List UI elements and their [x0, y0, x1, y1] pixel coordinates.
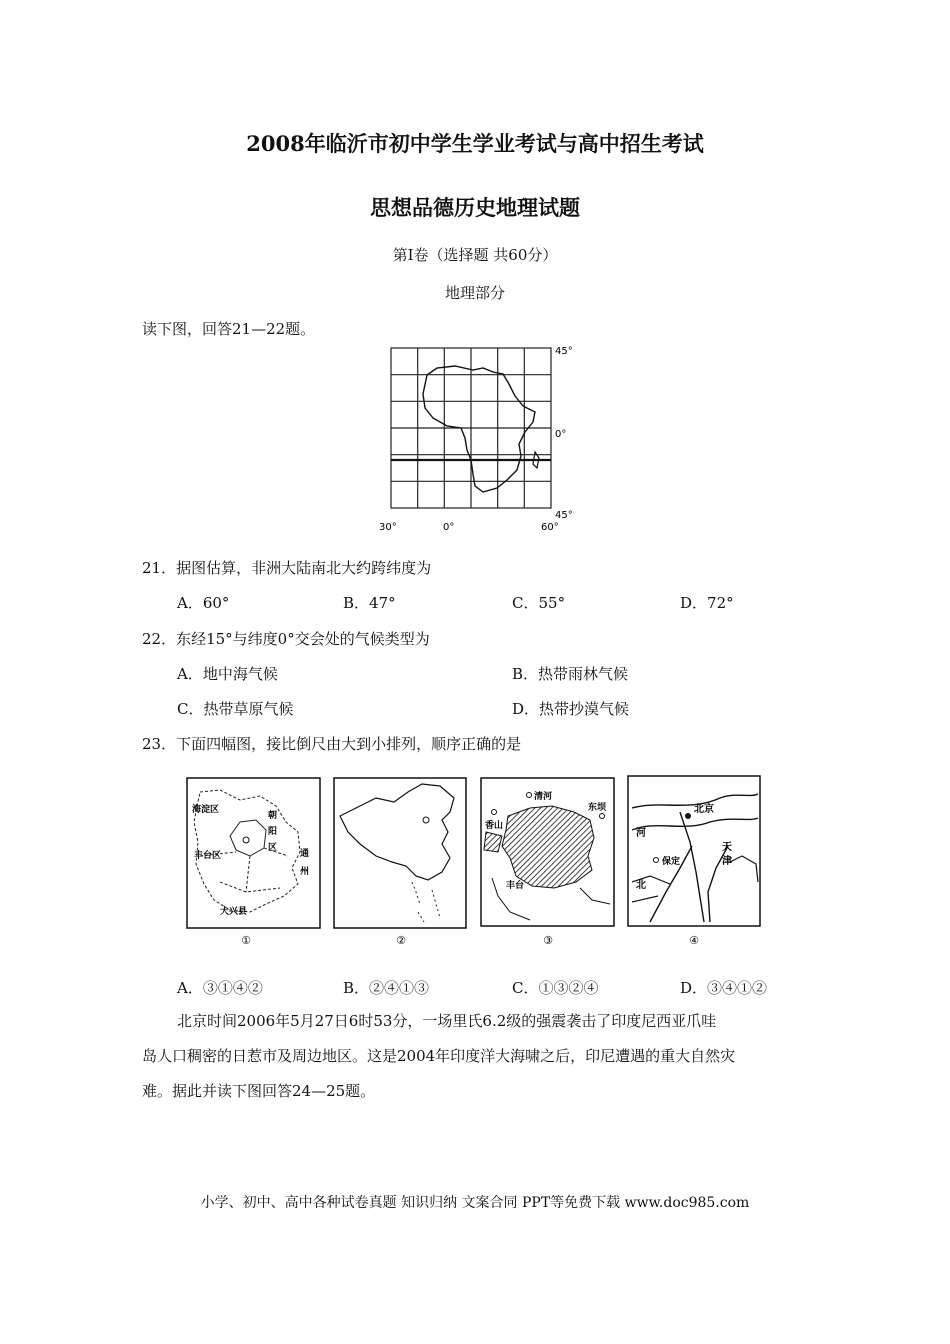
svg-text:北京: 北京	[694, 804, 714, 815]
lon-right-label: 60°	[541, 522, 559, 533]
lon-mid-label: 0°	[443, 522, 455, 533]
q21-option-c: C．55°	[512, 594, 566, 612]
map-3-beijing-urban	[481, 778, 614, 947]
part-heading: 地理部分	[444, 284, 505, 302]
map-1-districts	[187, 778, 320, 947]
svg-text:朝: 朝	[268, 811, 278, 821]
section-heading: 第Ⅰ卷（选择题 共60分）	[392, 246, 558, 264]
q21-option-a: A．60°	[177, 594, 230, 612]
passage-line-3: 难。据此并读下图回答24—25题。	[142, 1082, 376, 1100]
q22-option-c: C．热带草原气候	[177, 700, 294, 718]
page-footer: 小学、初中、高中各种试卷真题 知识归纳 文案合同 PPT等免费下载 www.doc985.com	[200, 1195, 750, 1211]
question-22-stem: 22．东经15°与纬度0°交会处的气候类型为	[142, 630, 430, 648]
q23-option-c: C．①③②④	[512, 979, 599, 997]
svg-text:津: 津	[722, 856, 732, 867]
svg-text:大兴县: 大兴县	[220, 907, 248, 917]
q21-option-d: D．72°	[680, 594, 734, 612]
map-2-number: ②	[396, 934, 406, 947]
svg-text:丰台: 丰台	[506, 881, 525, 891]
africa-outline	[423, 366, 535, 492]
svg-text:海淀区: 海淀区	[192, 805, 220, 815]
four-maps-figure	[180, 772, 770, 952]
svg-text:北: 北	[636, 880, 646, 891]
intro-21-22: 读下图，回答21—22题。	[142, 320, 316, 338]
svg-text:清河: 清河	[534, 792, 553, 802]
map-4-number: ④	[689, 934, 699, 947]
svg-text:香山: 香山	[485, 821, 504, 831]
map-4-region	[628, 776, 760, 947]
map-2-china	[334, 778, 466, 947]
lat-bottom-label: 45°	[555, 510, 573, 521]
q21-option-b: B．47°	[343, 594, 396, 612]
q23-option-d: D．③④①②	[680, 979, 768, 997]
q22-option-d: D．热带抄漠气候	[512, 700, 630, 718]
passage-line-2: 岛人口稠密的日惹市及周边地区。这是2004年印度洋大海啸之后，印尼遭遇的重大自然灾	[142, 1047, 736, 1065]
svg-text:丰台区: 丰台区	[194, 851, 222, 861]
exam-subtitle: 思想品德历史地理试题	[370, 195, 580, 220]
svg-text:区: 区	[268, 843, 278, 853]
lat-top-label: 45°	[555, 346, 573, 357]
svg-text:阳: 阳	[268, 827, 278, 837]
question-21-stem: 21．据图估算，非洲大陆南北大约跨纬度为	[142, 559, 432, 577]
africa-grid-map	[375, 340, 585, 540]
map-1-number: ①	[241, 934, 251, 947]
lat-mid-label: 0°	[555, 429, 567, 440]
svg-text:天: 天	[722, 842, 732, 853]
lon-left-label: 30°	[379, 522, 397, 533]
q23-option-a: A．③①④②	[177, 979, 263, 997]
exam-title: 2008年临沂市初中学生学业考试与高中招生考试	[246, 131, 704, 156]
q23-option-b: B．②④①③	[343, 979, 430, 997]
q22-option-b: B．热带雨林气候	[512, 665, 629, 683]
svg-text:河: 河	[636, 828, 646, 839]
q22-option-a: A．地中海气候	[177, 665, 278, 683]
question-23-stem: 23．下面四幅图，接比倒尺由大到小排列，顺序正确的是	[142, 735, 522, 753]
svg-text:州: 州	[300, 867, 310, 877]
svg-text:保定: 保定	[662, 857, 681, 867]
passage-line-1: 北京时间2006年5月27日6时53分，一场里氏6.2级的强震袭击了印度尼西亚爪哇	[177, 1012, 717, 1030]
map-3-number: ③	[543, 934, 553, 947]
svg-text:通: 通	[300, 849, 310, 859]
svg-text:东坝: 东坝	[588, 803, 607, 813]
